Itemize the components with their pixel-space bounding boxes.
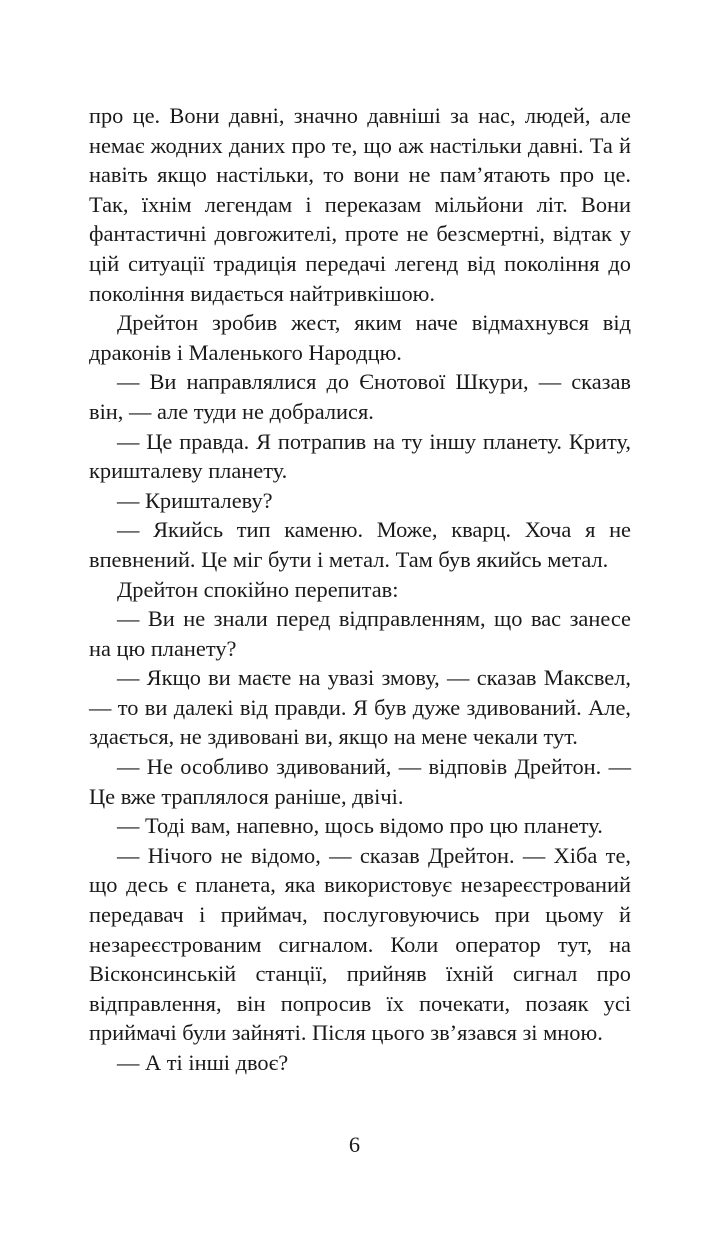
paragraph: Дрейтон спокійно перепитав:: [117, 576, 399, 602]
paragraph: — Якийсь тип каменю. Може, кварц. Хоча я не впевнений. Це міг бути і метал. Там був якийсь метал.: [89, 517, 631, 572]
paragraph: — Нічого не відомо, — сказав Дрейтон. — Хіба те, що десь є планета, яка використовує незареєстрований передавач і приймач, послуговуючись при цьому й незареєстрованим сигналом. Коли оператор тут, на Вісконсинській станції, прийняв їхній сигнал про відправлення, він попросив їх почекати, позаяк усі приймачі були зайняті. Після цього зв’язався зі мною.: [89, 842, 631, 1046]
paragraph: — Не особливо здивований, — відповів Дрейтон. — Це вже траплялося раніше, двічі.: [89, 754, 631, 809]
body-text: [89, 101, 631, 1078]
paragraph: — Це правда. Я потрапив на ту іншу планету. Криту, кришталеву планету.: [89, 428, 631, 484]
paragraph: — Тоді вам, напевно, щось відомо про цю планету.: [117, 813, 603, 839]
paragraph: Дрейтон зробив жест, яким наче відмахнувся від драконів і Маленького Народцю.: [89, 310, 631, 365]
paragraph: — Якщо ви маєте на увазі змову, — сказав Максвел, — то ви далекі від правди. Я був дуже здивований. Але, здається, не здивовані ви, якщо на мене чекали тут.: [89, 665, 631, 750]
page-number: 6: [348, 1132, 361, 1157]
paragraph: — А ті інші двоє?: [117, 1050, 289, 1075]
paragraph: — Ви направлялися до Єнотової Шкури, — сказав він, — але туди не добралися.: [89, 369, 631, 424]
paragraph: — Ви не знали перед відправленням, що вас занесе на цю планету?: [89, 606, 631, 661]
paragraph: про це. Вони давні, значно давніші за нас, людей, але немає жодних даних про те, що аж настільки давні. Та й навіть якщо настільки, то вони не пам’ятають про це. Так, їхнім легендам і переказам мільйони літ. Вони фантастичні довгожителі, проте не безсмертні, відтак у цій ситуації традиція передачі легенд від покоління до покоління видається найтривкішою.: [89, 103, 631, 306]
paragraph: — Кришталеву?: [117, 487, 273, 513]
